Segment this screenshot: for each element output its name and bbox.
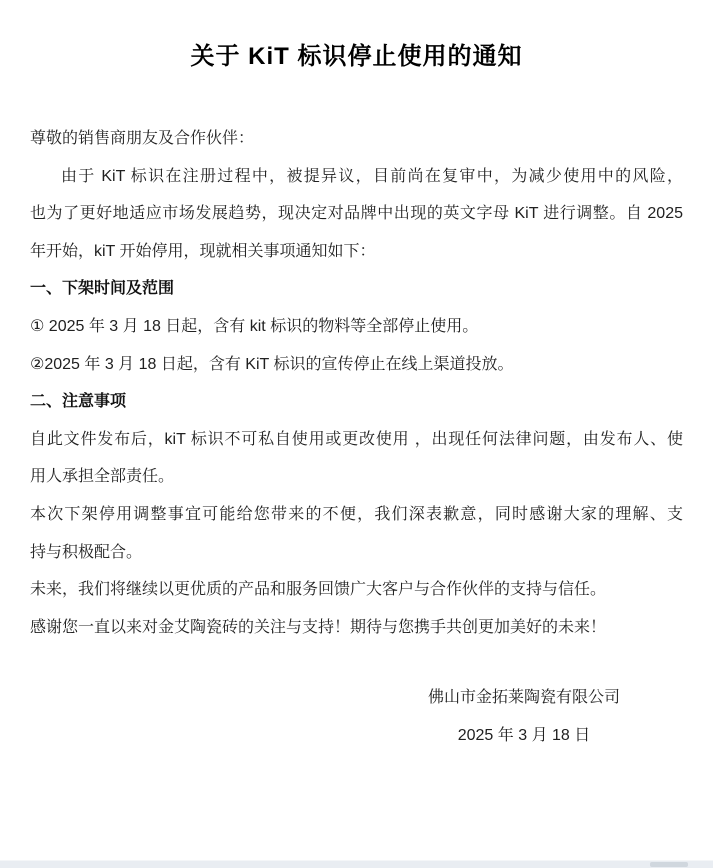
document-line: 也为了更好地适应市场发展趋势，现决定对品牌中出现的英文字母 KiT 进行调整。自 2025 [30, 205, 683, 223]
section-heading: 一、下架时间及范围 [30, 280, 175, 298]
document-body [30, 120, 683, 646]
signature-company: 佛山市金拓莱陶瓷有限公司 [427, 689, 620, 707]
document-line: ① 2025 年 3 月 18 日起，含有 kit 标识的物料等全部停止使用。 [30, 317, 479, 335]
section-heading: 二、注意事项 [30, 393, 127, 411]
document-line: 本次下架停用调整事宜可能给您带来的不便，我们深表歉意，同时感谢大家的理解、支 [30, 505, 683, 523]
document-content [0, 40, 713, 755]
document-line: 用人承担全部责任。 [30, 468, 175, 486]
signature-block [421, 679, 627, 754]
document-line: 尊敬的销售商朋友及合作伙伴： [30, 130, 255, 147]
document-line: ②2025 年 3 月 18 日起，含有 KiT 标识的宣传停止在线上渠道投放。 [30, 355, 514, 373]
document-line: 感谢您一直以来对金艾陶瓷砖的关注与支持！期待与您携手共创更加美好的未来！ [30, 618, 607, 636]
document-line: 持与积极配合。 [30, 543, 143, 561]
scrollbar-thumb[interactable] [650, 862, 688, 867]
document-line: 由于 KiT 标识在注册过程中，被提异议，目前尚在复审中，为减少使用中的风险， [61, 167, 683, 185]
horizontal-scrollbar[interactable] [0, 860, 713, 868]
signature-date: 2025 年 3 月 18 日 [457, 726, 591, 744]
document-title: 关于 KiT 标识停止使用的通知 [190, 43, 523, 70]
document-line: 年开始，kiT 开始停用，现就相关事项通知如下： [30, 242, 376, 260]
document-line: 未来，我们将继续以更优质的产品和服务回馈广大客户与合作伙伴的支持与信任。 [30, 581, 607, 599]
document-line: 自此文件发布后，kiT 标识不可私自使用或更改使用 ，出现任何法律问题，由发布人、使 [30, 430, 683, 448]
